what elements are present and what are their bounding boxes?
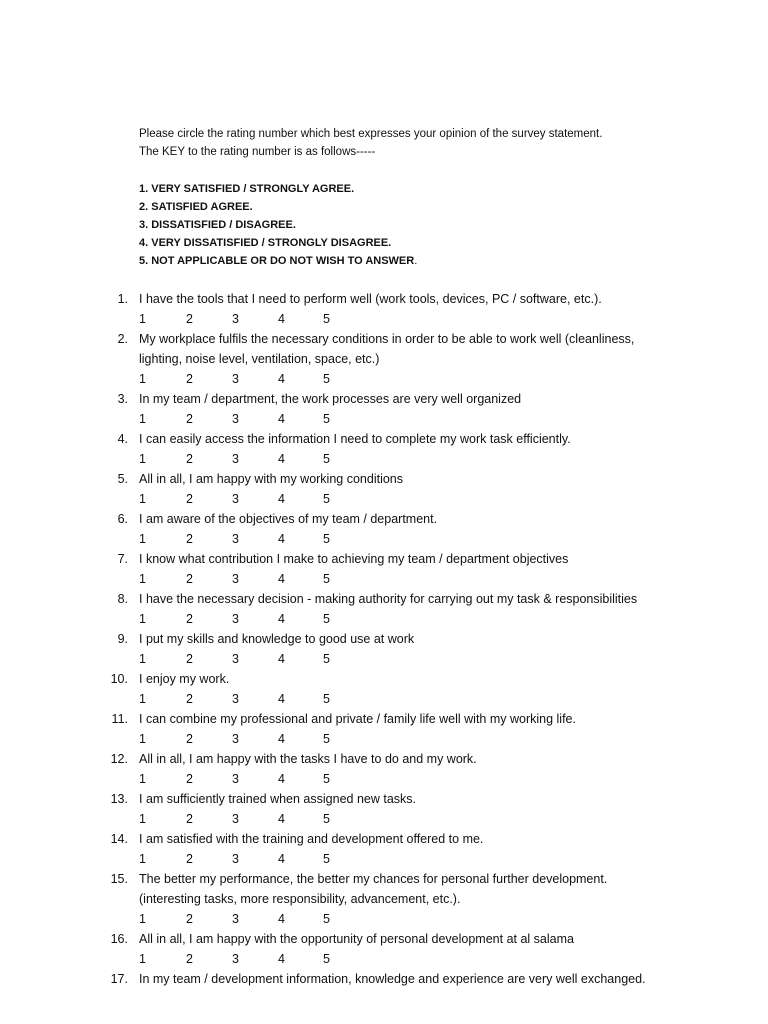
question-item (0, 969, 768, 989)
question-text (139, 329, 699, 369)
question-text (139, 549, 699, 569)
rating-option-5[interactable]: 5 (323, 612, 330, 626)
rating-option-4[interactable]: 4 (278, 852, 285, 866)
question-text (139, 589, 699, 609)
rating-scale (0, 689, 768, 709)
rating-option-3[interactable]: 3 (232, 492, 239, 506)
question-text-line: I have the tools that I need to perform well (work tools, devices, PC / software, etc.). (139, 292, 602, 306)
question-text-line: I can combine my professional and private / family life well with my working life. (139, 712, 576, 726)
rating-option-3[interactable]: 3 (232, 852, 239, 866)
key-item-3: 3. DISSATISFIED / DISAGREE. (139, 219, 296, 231)
rating-option-3[interactable]: 3 (232, 692, 239, 706)
question-text (139, 669, 699, 689)
rating-scale (0, 649, 768, 669)
rating-option-2[interactable]: 2 (186, 772, 193, 786)
key-item-5-row (139, 252, 417, 270)
rating-option-3[interactable]: 3 (232, 532, 239, 546)
rating-option-1[interactable]: 1 (139, 372, 146, 386)
rating-option-5[interactable]: 5 (323, 572, 330, 586)
rating-scale (0, 569, 768, 589)
key-item-1: 1. VERY SATISFIED / STRONGLY AGREE. (139, 183, 355, 195)
question-item (0, 509, 768, 529)
rating-scale (0, 809, 768, 829)
rating-option-5[interactable]: 5 (323, 452, 330, 466)
rating-option-4[interactable]: 4 (278, 912, 285, 926)
question-text-line: I know what contribution I make to achieving my team / department objectives (139, 552, 569, 566)
question-text (139, 289, 699, 309)
question-text (139, 749, 699, 769)
rating-option-4[interactable]: 4 (278, 532, 285, 546)
rating-option-3[interactable]: 3 (232, 952, 239, 966)
rating-scale (0, 949, 768, 969)
rating-option-5[interactable]: 5 (323, 312, 330, 326)
question-text (139, 429, 699, 449)
question-text-line: The better my performance, the better my chances for personal further development. (139, 872, 608, 886)
rating-option-2[interactable]: 2 (186, 912, 193, 926)
question-number: 14. (110, 832, 128, 846)
question-text (139, 929, 699, 949)
rating-option-3[interactable]: 3 (232, 312, 239, 326)
rating-option-1[interactable]: 1 (139, 692, 146, 706)
key-item-2: 2. SATISFIED AGREE. (139, 201, 253, 213)
rating-option-5[interactable]: 5 (323, 952, 330, 966)
rating-option-2[interactable]: 2 (186, 532, 193, 546)
question-item (0, 789, 768, 809)
key-item-4: 4. VERY DISSATISFIED / STRONGLY DISAGREE. (139, 237, 392, 249)
question-text-line: lighting, noise level, ventilation, space, etc.) (139, 352, 380, 366)
rating-option-5[interactable]: 5 (323, 852, 330, 866)
rating-option-5[interactable]: 5 (323, 912, 330, 926)
question-number: 12. (110, 752, 128, 766)
question-number: 3. (117, 392, 128, 406)
rating-option-1[interactable]: 1 (139, 652, 146, 666)
question-text-line: I am sufficiently trained when assigned new tasks. (139, 792, 416, 806)
question-text (139, 869, 699, 909)
question-text (139, 709, 699, 729)
rating-scale (0, 529, 768, 549)
rating-option-1[interactable]: 1 (139, 912, 146, 926)
question-text (139, 389, 699, 409)
rating-option-2[interactable]: 2 (186, 412, 193, 426)
question-text (139, 789, 699, 809)
rating-option-1[interactable]: 1 (139, 772, 146, 786)
question-number: 16. (110, 932, 128, 946)
rating-option-3[interactable]: 3 (232, 612, 239, 626)
question-text-line: All in all, I am happy with my working conditions (139, 472, 404, 486)
rating-option-1[interactable]: 1 (139, 412, 146, 426)
question-item (0, 549, 768, 569)
question-text (139, 509, 699, 529)
rating-option-4[interactable]: 4 (278, 452, 285, 466)
rating-option-5[interactable]: 5 (323, 492, 330, 506)
question-text-line: I enjoy my work. (139, 672, 230, 686)
question-item (0, 429, 768, 449)
question-number: 11. (111, 712, 128, 726)
rating-scale (0, 449, 768, 469)
rating-option-2[interactable]: 2 (186, 852, 193, 866)
question-text-line: (interesting tasks, more responsibility, advancement, etc.). (139, 892, 461, 906)
rating-option-4[interactable]: 4 (278, 772, 285, 786)
question-number: 2. (117, 332, 128, 346)
rating-option-1[interactable]: 1 (139, 452, 146, 466)
rating-option-4[interactable]: 4 (278, 312, 285, 326)
rating-option-3[interactable]: 3 (232, 772, 239, 786)
question-item (0, 289, 768, 309)
rating-option-1[interactable]: 1 (139, 732, 146, 746)
rating-option-1[interactable]: 1 (139, 492, 146, 506)
rating-option-4[interactable]: 4 (278, 812, 285, 826)
rating-option-5[interactable]: 5 (323, 772, 330, 786)
question-text (139, 829, 699, 849)
rating-option-1[interactable]: 1 (139, 312, 146, 326)
key-item-5: 5. NOT APPLICABLE OR DO NOT WISH TO ANSWER (139, 255, 415, 267)
rating-option-5[interactable]: 5 (323, 812, 330, 826)
rating-option-2[interactable]: 2 (186, 732, 193, 746)
rating-option-2[interactable]: 2 (186, 572, 193, 586)
question-text-line: In my team / department, the work processes are very well organized (139, 392, 522, 406)
question-number: 6. (117, 512, 128, 526)
question-text-line: I am aware of the objectives of my team / department. (139, 512, 438, 526)
instructions-line-1: Please circle the rating number which best expresses your opinion of the survey statement. (139, 128, 603, 140)
rating-option-5[interactable]: 5 (323, 372, 330, 386)
rating-option-5[interactable]: 5 (323, 412, 330, 426)
question-item (0, 709, 768, 729)
question-number: 17. (110, 972, 128, 986)
question-text (139, 969, 699, 989)
rating-option-1[interactable]: 1 (139, 612, 146, 626)
question-number: 10. (110, 672, 128, 686)
question-text-line: In my team / development information, knowledge and experience are very well exchanged. (139, 972, 646, 986)
rating-option-3[interactable]: 3 (232, 452, 239, 466)
rating-option-2[interactable]: 2 (186, 372, 193, 386)
rating-option-2[interactable]: 2 (186, 652, 193, 666)
rating-option-4[interactable]: 4 (278, 952, 285, 966)
question-number: 5. (117, 472, 128, 486)
rating-option-1[interactable]: 1 (139, 532, 146, 546)
rating-option-4[interactable]: 4 (278, 572, 285, 586)
rating-scale (0, 769, 768, 789)
rating-scale (0, 309, 768, 329)
question-text (139, 469, 699, 489)
rating-scale (0, 729, 768, 749)
rating-option-3[interactable]: 3 (232, 812, 239, 826)
rating-scale (0, 609, 768, 629)
question-text-line: My workplace fulfils the necessary conditions in order to be able to work well (cleanliness, (139, 332, 635, 346)
question-item (0, 329, 768, 369)
rating-option-4[interactable]: 4 (278, 612, 285, 626)
question-number: 15. (110, 872, 128, 886)
question-item (0, 589, 768, 609)
rating-option-2[interactable]: 2 (186, 612, 193, 626)
question-number: 8. (117, 592, 128, 606)
question-item (0, 869, 768, 909)
question-item (0, 469, 768, 489)
rating-scale (0, 409, 768, 429)
rating-option-2[interactable]: 2 (186, 452, 193, 466)
rating-option-1[interactable]: 1 (139, 572, 146, 586)
rating-option-3[interactable]: 3 (232, 412, 239, 426)
question-item (0, 669, 768, 689)
rating-option-5[interactable]: 5 (323, 692, 330, 706)
rating-option-4[interactable]: 4 (278, 692, 285, 706)
question-item (0, 929, 768, 949)
question-item (0, 629, 768, 649)
question-text-line: I am satisfied with the training and development offered to me. (139, 832, 484, 846)
rating-option-2[interactable]: 2 (186, 692, 193, 706)
rating-option-1[interactable]: 1 (139, 812, 146, 826)
question-item (0, 389, 768, 409)
question-number: 9. (117, 632, 128, 646)
rating-option-5[interactable]: 5 (323, 732, 330, 746)
question-text-line: I put my skills and knowledge to good use at work (139, 632, 415, 646)
question-text (139, 629, 699, 649)
rating-option-2[interactable]: 2 (186, 952, 193, 966)
key-item-5-period: . (414, 255, 418, 267)
rating-scale (0, 909, 768, 929)
rating-option-2[interactable]: 2 (186, 812, 193, 826)
instructions (139, 125, 602, 161)
rating-option-1[interactable]: 1 (139, 952, 146, 966)
rating-option-4[interactable]: 4 (278, 412, 285, 426)
rating-option-4[interactable]: 4 (278, 372, 285, 386)
question-number: 4. (117, 432, 128, 446)
rating-option-3[interactable]: 3 (232, 372, 239, 386)
rating-option-3[interactable]: 3 (232, 652, 239, 666)
question-text-line: All in all, I am happy with the opportunity of personal development at al salama (139, 932, 574, 946)
rating-option-1[interactable]: 1 (139, 852, 146, 866)
rating-option-5[interactable]: 5 (323, 532, 330, 546)
rating-scale (0, 849, 768, 869)
rating-option-3[interactable]: 3 (232, 732, 239, 746)
rating-option-3[interactable]: 3 (232, 912, 239, 926)
rating-scale (0, 489, 768, 509)
rating-option-4[interactable]: 4 (278, 492, 285, 506)
rating-option-5[interactable]: 5 (323, 652, 330, 666)
question-number: 13. (110, 792, 128, 806)
rating-option-4[interactable]: 4 (278, 732, 285, 746)
question-number: 1. (117, 292, 128, 306)
rating-option-2[interactable]: 2 (186, 312, 193, 326)
question-text-line: I have the necessary decision - making authority for carrying out my task & responsibilities (139, 592, 638, 606)
rating-scale (0, 369, 768, 389)
rating-key (139, 180, 417, 270)
instructions-line-2: The KEY to the rating number is as follows----- (139, 146, 376, 158)
rating-option-2[interactable]: 2 (186, 492, 193, 506)
question-list (0, 289, 768, 989)
question-item (0, 749, 768, 769)
question-number: 7. (117, 552, 128, 566)
question-text-line: I can easily access the information I need to complete my work task efficiently. (139, 432, 571, 446)
rating-option-3[interactable]: 3 (232, 572, 239, 586)
question-text-line: All in all, I am happy with the tasks I have to do and my work. (139, 752, 477, 766)
question-item (0, 829, 768, 849)
rating-option-4[interactable]: 4 (278, 652, 285, 666)
